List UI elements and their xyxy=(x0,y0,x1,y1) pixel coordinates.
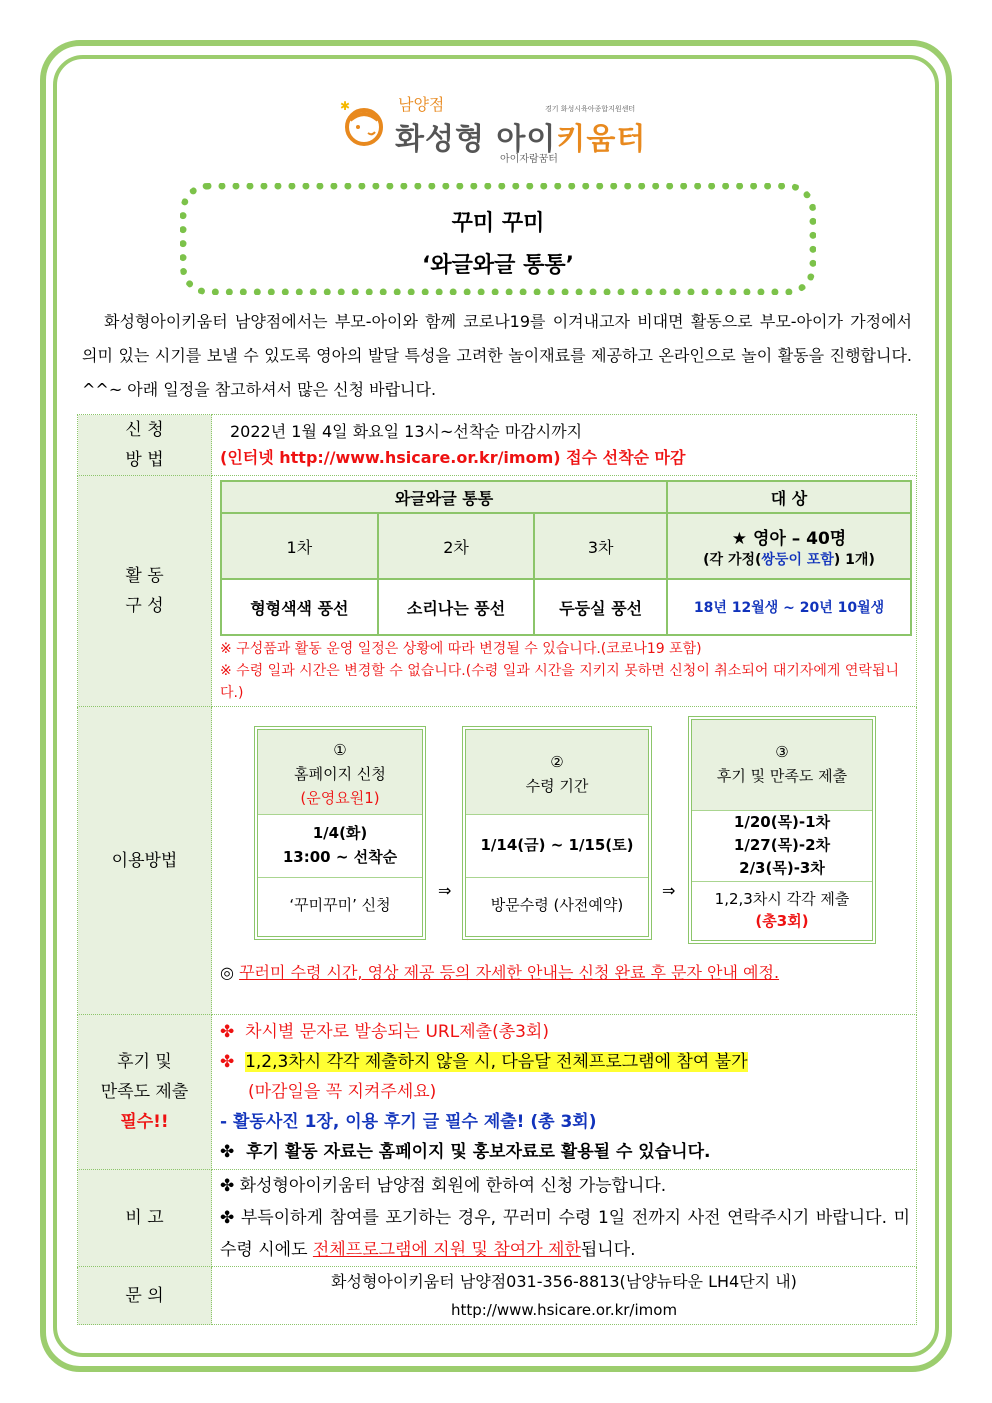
contact-row xyxy=(78,1267,917,1325)
step2-box xyxy=(462,726,652,940)
activity-head2: 구 성 xyxy=(125,596,164,616)
step2-desc: 방문수령 (사전예약) xyxy=(490,895,624,914)
target-sub-b: 쌍둥이 포함 xyxy=(761,551,834,568)
title-line2: ‘와글와글 통통’ xyxy=(422,253,574,278)
usage-row xyxy=(78,707,917,1015)
review-row xyxy=(78,1015,917,1170)
step1-title: 홈페이지 신청 xyxy=(294,764,386,783)
review-line5 xyxy=(220,1137,916,1167)
step3-date2: 1/27(목)-2차 xyxy=(733,835,831,854)
contact-body xyxy=(212,1267,917,1325)
usage-head: 이용방법 xyxy=(78,707,212,1015)
info-table xyxy=(77,414,917,1325)
remark-line2 xyxy=(220,1202,910,1266)
step3-box xyxy=(688,716,876,944)
step1-desc: ‘꾸미꾸미’ 신청 xyxy=(289,895,391,914)
logo-center: 경기 화성시육아종합지원센터 xyxy=(545,105,636,113)
review-head3: 필수!! xyxy=(120,1112,169,1132)
round-3: 3차 xyxy=(534,513,667,579)
intro-text: 화성형아이키움터 남양점에서는 부모-아이와 함께 코로나19를 이겨내고자 비대면 활동으로 부모-아이가 가정에서 의미 있는 시기를 보낼 수 있도록 영아의 발달 특성을 고려한 놀이재료를 제공하고 온라인으로 놀이 활동을 진행합니다. ^^~ 아래 일정을 참고하셔서 많은 신청 바랍니다. xyxy=(82,312,912,399)
review-head2: 만족도 제출 xyxy=(100,1082,189,1102)
step1-num: ① xyxy=(333,740,347,759)
review-body xyxy=(212,1015,917,1170)
review-line1 xyxy=(220,1017,916,1047)
remark-line2-text: 부득이하게 참여를 포기하는 경우, 꾸러미 수령 1일 전까지 사전 연락주시기 바랍니다. 미수령 시에도 xyxy=(220,1208,911,1260)
remark-body xyxy=(212,1170,917,1267)
review-line3: (마감일을 꼭 지켜주세요) xyxy=(248,1082,437,1102)
activity-body xyxy=(212,476,917,707)
review-line1-text: 차시별 문자로 발송되는 URL제출(총3회) xyxy=(245,1022,549,1042)
target-sub-a: (각 가정( xyxy=(703,551,762,568)
activity-row xyxy=(78,476,917,707)
apply-line1: 2022년 1월 4일 화요일 13시~선착순 마감시까지 xyxy=(230,422,583,441)
step3-top xyxy=(692,720,872,810)
target-age: 18년 12월생 ~ 20년 10월생 xyxy=(667,579,911,635)
logo-branch: 남양점 xyxy=(398,95,445,114)
review-line4: - 활동사진 1장, 이용 후기 글 필수 제출! (총 3회) xyxy=(220,1112,597,1132)
step2-date: 1/14(금) ~ 1/15(토) xyxy=(466,814,648,878)
step3-bot xyxy=(692,882,872,932)
review-line2 xyxy=(220,1047,916,1077)
remark-mark-icon: ✤ xyxy=(220,1208,235,1228)
apply-head2: 방 법 xyxy=(125,450,164,470)
apply-body xyxy=(212,415,917,476)
contact-head: 문 의 xyxy=(78,1267,212,1325)
step1-mid xyxy=(258,814,422,878)
apply-head1: 신 청 xyxy=(125,420,164,440)
step1-top xyxy=(258,730,422,814)
title-box xyxy=(180,183,816,295)
remark-mark-icon: ✤ xyxy=(220,1176,235,1196)
remark-line1-text: 화성형아이키움터 남양점 회원에 한하여 신청 가능합니다. xyxy=(239,1176,667,1196)
remark-line1 xyxy=(220,1170,910,1202)
contact-link[interactable]: http://www.hsicare.or.kr/imom xyxy=(450,1300,678,1319)
step3-num: ③ xyxy=(775,742,789,761)
remark-row xyxy=(78,1170,917,1267)
activity-table-items xyxy=(221,579,911,635)
col-group: 와글와글 통통 xyxy=(221,481,667,513)
contact-line1: 화성형아이키움터 남양점031-356-8813(남양뉴타운 LH4단지 내) xyxy=(331,1271,797,1291)
usage-note xyxy=(220,961,910,985)
item-2: 소리나는 풍선 xyxy=(378,579,535,635)
svg-text:✱: ✱ xyxy=(340,100,351,113)
step3-date3: 2/3(목)-3차 xyxy=(739,858,825,877)
round-1: 1차 xyxy=(221,513,378,579)
logo xyxy=(340,92,660,172)
item-1: 형형색색 풍선 xyxy=(221,579,378,635)
step1-box xyxy=(254,726,426,940)
remark-head: 비 고 xyxy=(78,1170,212,1267)
step3-mid xyxy=(692,810,872,882)
review-head1: 후기 및 xyxy=(117,1052,172,1072)
apply-row xyxy=(78,415,917,476)
activity-table xyxy=(220,480,912,636)
item-3: 두둥실 풍선 xyxy=(534,579,667,635)
apply-line2: (인터넷 http://www.hsicare.or.kr/imom) 접수 선착순 마감 xyxy=(220,448,686,467)
usage-flow xyxy=(212,716,916,1006)
target-sub xyxy=(668,549,910,569)
target-main: ★ 영아 – 40명 xyxy=(731,528,847,549)
review-line2-text: 1,2,3차시 각각 제출하지 않을 시, 다음달 전체프로그램에 참여 불가 xyxy=(245,1052,748,1072)
step2-title: 수령 기간 xyxy=(525,776,589,795)
logo-name-a: 화성형 아이 xyxy=(395,122,557,157)
step3-title: 후기 및 만족도 제출 xyxy=(716,766,848,785)
usage-note-text: 꾸러미 수령 시간, 영상 제공 등의 자세한 안내는 신청 완료 후 문자 안내 예정. xyxy=(239,962,780,982)
logo-name-b: 키움터 xyxy=(556,122,647,157)
step1-date1: 1/4(화) xyxy=(312,823,368,842)
target-cell xyxy=(667,513,911,579)
apply-head xyxy=(78,415,212,476)
usage-body xyxy=(212,707,917,1015)
col-target: 대 상 xyxy=(667,481,911,513)
activity-note1: ※ 구성품과 활동 운영 일정은 상황에 따라 변경될 수 있습니다.(코로나19 포함) xyxy=(220,641,702,657)
activity-table-rounds xyxy=(221,513,911,579)
title-line1: 꾸미 꾸미 xyxy=(451,211,545,236)
activity-table-header xyxy=(221,481,911,513)
step1-sub: (운영요원1) xyxy=(300,788,380,807)
step3-desc2: (총3회) xyxy=(755,911,809,930)
activity-head xyxy=(78,476,212,707)
activity-notes xyxy=(212,636,916,706)
step3-desc: 1,2,3차시 각각 제출 xyxy=(714,889,850,908)
step2-top xyxy=(466,730,648,814)
review-mark-icon: ✤ xyxy=(220,1022,235,1042)
review-mark-icon: ✤ xyxy=(220,1052,235,1072)
logo-sub: 아이자람꿈터 xyxy=(500,154,558,165)
step1-date2: 13:00 ~ 선착순 xyxy=(282,847,398,866)
review-line5-text: 후기 활동 자료는 홈페이지 및 홍보자료로 활용될 수 있습니다. xyxy=(246,1142,711,1162)
target-sub-c: ) 1개) xyxy=(833,551,875,568)
arrow-2-icon: ⇒ xyxy=(662,880,676,900)
note-mark-icon: ◎ xyxy=(220,962,234,982)
remark-line2-end: 됩니다. xyxy=(580,1240,636,1260)
round-2: 2차 xyxy=(378,513,535,579)
review-mark-icon: ✤ xyxy=(220,1142,235,1162)
review-head xyxy=(78,1015,212,1170)
step2-num: ② xyxy=(550,752,564,771)
remark-line2-red: 전체프로그램에 지원 및 참여가 제한 xyxy=(312,1240,581,1260)
child-face-icon xyxy=(340,100,388,148)
arrow-1-icon: ⇒ xyxy=(438,880,452,900)
activity-head1: 활 동 xyxy=(125,566,164,586)
activity-note2: ※ 수령 일과 시간은 변경할 수 없습니다.(수령 일과 시간을 지키지 못하면 신청이 취소되어 대기자에게 연락됩니다.) xyxy=(220,663,899,701)
step3-date1: 1/20(목)-1차 xyxy=(733,812,831,831)
